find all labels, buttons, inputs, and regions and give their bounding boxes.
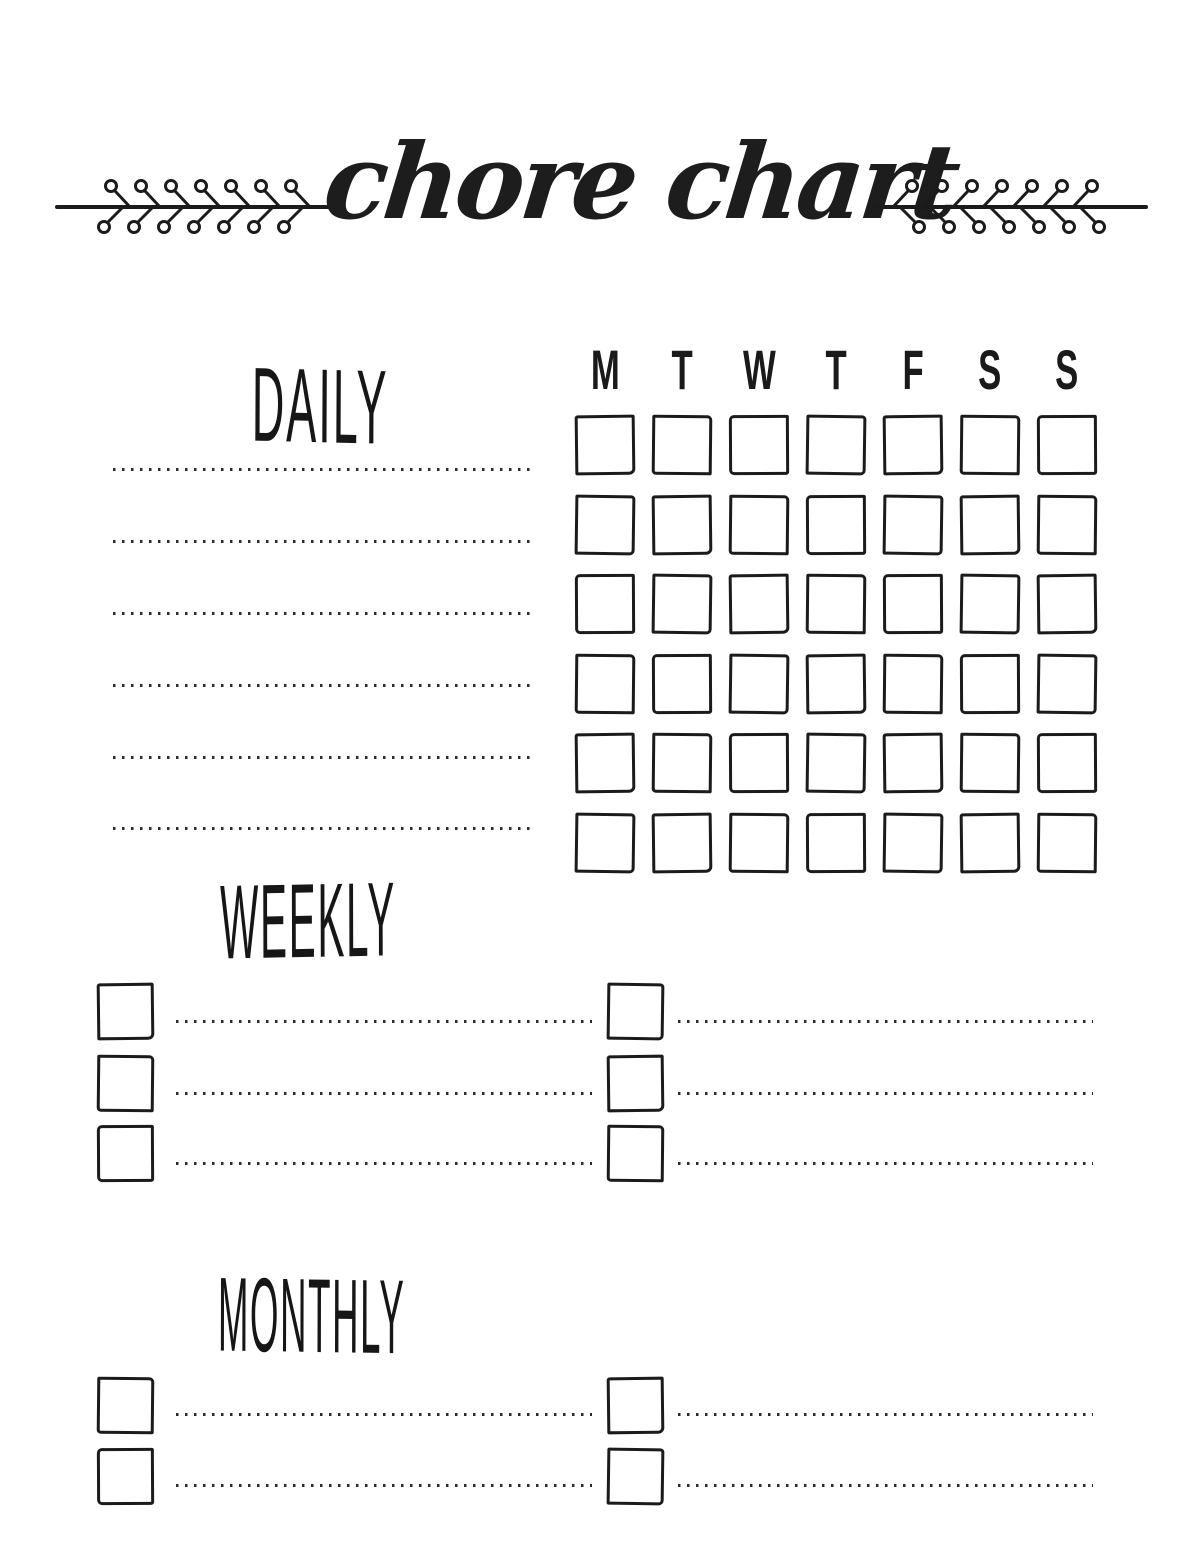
daily-checkbox[interactable]	[729, 574, 790, 635]
daily-checkbox[interactable]	[729, 415, 789, 475]
daily-checkbox[interactable]	[806, 733, 867, 794]
day-header-wednesday	[729, 338, 789, 401]
monthly-heading: MONTHLY	[217, 1255, 406, 1376]
daily-checkbox[interactable]	[729, 812, 790, 873]
daily-checkbox[interactable]	[652, 494, 713, 555]
day-header-monday	[575, 338, 635, 401]
daily-checkbox[interactable]	[1037, 574, 1098, 635]
weekly-chore-line[interactable]	[678, 1020, 1093, 1023]
weekly-heading: WEEKLY	[219, 860, 397, 981]
daily-checkbox[interactable]	[883, 653, 944, 714]
monthly-chore-line[interactable]	[176, 1484, 592, 1487]
daily-checkbox[interactable]	[1037, 415, 1097, 475]
daily-checkbox[interactable]	[883, 812, 944, 873]
day-header-label: S	[1055, 338, 1079, 401]
weekly-checkbox[interactable]	[97, 1055, 155, 1113]
daily-checkbox[interactable]	[960, 733, 1021, 794]
daily-chore-line[interactable]	[113, 827, 530, 830]
day-header-sunday	[1037, 338, 1097, 401]
daily-checkbox[interactable]	[883, 574, 943, 634]
daily-checkbox[interactable]	[1037, 812, 1098, 873]
daily-checkbox[interactable]	[806, 415, 867, 476]
weekly-checkbox[interactable]	[97, 1125, 154, 1182]
weekly-checkbox[interactable]	[97, 983, 155, 1041]
daily-checkbox[interactable]	[1037, 494, 1098, 555]
daily-checkbox[interactable]	[652, 415, 713, 476]
daily-checkbox[interactable]	[806, 653, 867, 714]
daily-chore-line[interactable]	[113, 684, 530, 687]
weekly-chore-line[interactable]	[678, 1092, 1093, 1095]
day-header-saturday	[960, 338, 1020, 401]
monthly-checkbox[interactable]	[97, 1448, 154, 1505]
page-title: chore chart	[318, 120, 963, 243]
daily-checkbox[interactable]	[960, 574, 1021, 635]
monthly-chore-line[interactable]	[176, 1413, 592, 1416]
weekly-chore-line[interactable]	[678, 1162, 1093, 1165]
weekly-checkbox[interactable]	[607, 1055, 665, 1113]
day-header-label: F	[902, 338, 924, 401]
weekly-checkbox[interactable]	[607, 1125, 665, 1183]
daily-checkbox[interactable]	[883, 494, 944, 555]
daily-checkbox[interactable]	[960, 653, 1020, 713]
daily-checkbox[interactable]	[729, 653, 790, 714]
daily-checkbox[interactable]	[960, 494, 1021, 555]
daily-checkbox[interactable]	[806, 574, 867, 635]
day-header-tuesday	[652, 338, 712, 401]
daily-checkbox[interactable]	[1037, 733, 1097, 793]
day-header-label: S	[978, 338, 1002, 401]
daily-checkbox[interactable]	[1037, 653, 1098, 714]
daily-checkbox[interactable]	[806, 494, 866, 554]
daily-checkbox[interactable]	[883, 733, 944, 794]
daily-checkbox[interactable]	[883, 415, 944, 476]
daily-checkbox[interactable]	[960, 812, 1021, 873]
monthly-checkbox[interactable]	[607, 1377, 665, 1435]
daily-chore-line[interactable]	[113, 756, 530, 759]
daily-chore-line[interactable]	[113, 540, 530, 543]
daily-checkbox[interactable]	[729, 733, 789, 793]
day-header-label: W	[742, 338, 776, 401]
laurel-branch-right-icon	[868, 171, 1148, 243]
day-header-friday	[883, 338, 943, 401]
daily-checkbox[interactable]	[575, 415, 636, 476]
daily-checkbox[interactable]	[575, 494, 636, 555]
monthly-checkbox[interactable]	[97, 1377, 155, 1435]
daily-checkbox[interactable]	[652, 812, 713, 873]
day-header-label: M	[590, 338, 620, 401]
daily-checkbox[interactable]	[652, 653, 712, 713]
daily-checkbox-grid	[575, 415, 1097, 873]
daily-checkbox[interactable]	[652, 574, 713, 635]
daily-chore-line[interactable]	[113, 468, 530, 471]
day-of-week-header-row	[575, 338, 1097, 401]
daily-checkbox[interactable]	[960, 415, 1021, 476]
daily-checkbox[interactable]	[729, 494, 790, 555]
day-header-label: T	[825, 338, 847, 401]
daily-heading: DAILY	[251, 345, 389, 467]
monthly-chore-line[interactable]	[678, 1484, 1093, 1487]
daily-checkbox[interactable]	[806, 812, 866, 872]
daily-chore-line[interactable]	[113, 612, 530, 615]
daily-checkbox[interactable]	[652, 733, 713, 794]
day-header-label: T	[671, 338, 693, 401]
laurel-branch-left-icon	[55, 171, 335, 243]
day-header-thursday	[806, 338, 866, 401]
weekly-chore-line[interactable]	[176, 1162, 592, 1165]
monthly-chore-line[interactable]	[678, 1413, 1093, 1416]
weekly-chore-line[interactable]	[176, 1092, 592, 1095]
daily-checkbox[interactable]	[575, 733, 636, 794]
monthly-checkbox[interactable]	[607, 1448, 665, 1506]
daily-checkbox[interactable]	[575, 812, 636, 873]
weekly-chore-line[interactable]	[176, 1020, 592, 1023]
daily-checkbox[interactable]	[575, 653, 636, 714]
weekly-checkbox[interactable]	[607, 983, 665, 1041]
daily-checkbox[interactable]	[575, 574, 635, 634]
